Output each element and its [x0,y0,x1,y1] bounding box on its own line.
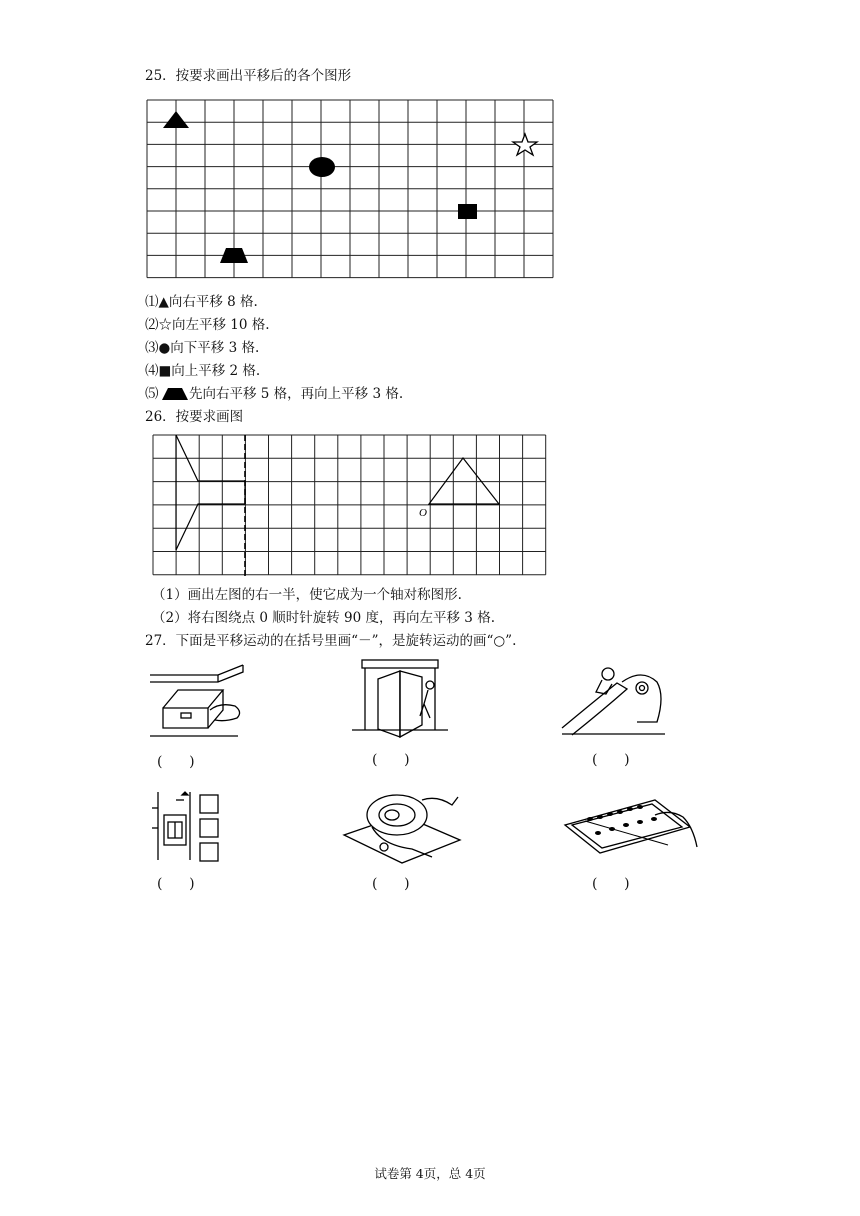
q25-item-1: ⑴▲向右平移 8 格. [145,294,258,310]
trapezoid-shape [220,248,248,263]
q27-answer-5[interactable]: ( ) [372,876,410,892]
square-shape [458,204,477,219]
abacus-icon [560,795,700,865]
rotate-triangle [429,458,499,504]
q27-answer-4[interactable]: ( ) [157,876,195,892]
triangle-shape [163,111,189,128]
circle-shape [309,157,335,177]
left-half-figure [176,435,245,550]
steering-wheel-icon [342,785,462,865]
q26-item-2: （2）将右图绕点 0 顺时针旋转 90 度，再向左平移 3 格. [152,610,495,626]
trapezoid-icon [161,387,189,401]
q25-item-2: ⑵☆向左平移 10 格. [145,317,270,333]
q25-item-3: ⑶●向下平移 3 格. [145,340,260,356]
q25-title: 25．按要求画出平移后的各个图形 [145,68,352,84]
q26-grid [150,432,550,582]
star-shape [513,134,537,155]
q27-answer-6[interactable]: ( ) [592,876,630,892]
q25-item-5: 先向右平移 5 格，再向上平移 3 格. [189,386,404,402]
page-footer: 试卷第 4页，总 4页 [374,1166,486,1181]
q27-title: 27．下面是平移运动的在括号里画“－”，是旋转运动的画“○”. [145,633,517,649]
q25-item-5-prefix: ⑸ [145,386,159,402]
revolving-door-icon [350,655,450,745]
q25-grid [145,98,565,288]
point-o-label: O [419,507,427,519]
q26-item-1: （1）画出左图的右一半，使它成为一个轴对称图形. [152,587,462,603]
slide-icon [560,660,670,740]
q27-answer-1[interactable]: ( ) [157,754,195,770]
q25-item-4: ⑷■向上平移 2 格. [145,363,261,379]
q27-answer-3[interactable]: ( ) [592,752,630,768]
drawer-icon [148,660,258,740]
elevator-icon [150,790,230,870]
q27-answer-2[interactable]: ( ) [372,752,410,768]
q26-title: 26．按要求画图 [145,409,244,425]
